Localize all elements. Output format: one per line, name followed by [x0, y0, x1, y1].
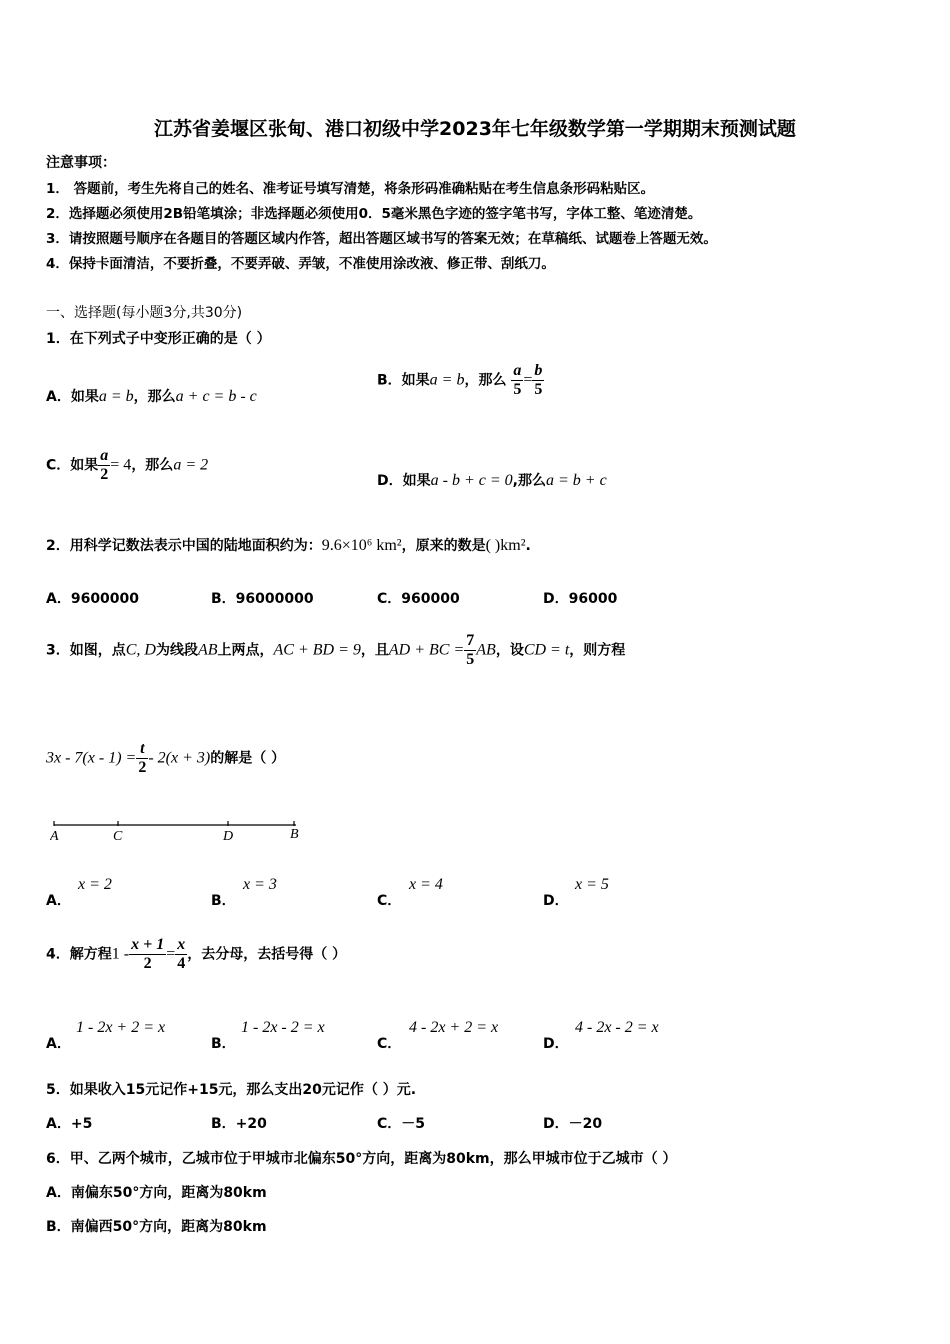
- question-2-stem: 2．用科学记数法表示中国的陆地面积约为：9.6×10⁶ km²，原来的数是( )km².: [46, 537, 531, 554]
- line-segment-diagram: [50, 818, 320, 848]
- q3-option-a-label: A．: [46, 893, 71, 909]
- q3-option-d-value: x = 5: [575, 876, 609, 893]
- question-5-stem: 5．如果收入15元记作+15元，那么支出20元记作（ ）元.: [46, 1082, 417, 1098]
- q3-option-b-label: B．: [211, 893, 236, 909]
- point-label-b: B: [290, 827, 299, 842]
- q4-option-b-label: B．: [211, 1036, 236, 1052]
- section-heading: 一、选择题(每小题3分,共30分): [46, 305, 243, 321]
- notice-item: 2．选择题必须使用2B铅笔填涂；非选择题必须使用0．5毫米黑色字迹的签字笔书写，字体工整、笔迹清楚。: [46, 206, 702, 222]
- q3-option-c-label: C．: [377, 893, 402, 909]
- q4-option-c-label: C．: [377, 1036, 402, 1052]
- question-3-stem: 3．如图，点C, D为线段AB上两点，AC + BD = 9，且AD + BC = $\frac{7}{5}$ AB，设CD = t，则方程: [46, 632, 626, 668]
- q3-option-a-value: x = 2: [78, 876, 112, 893]
- q6-option-a: A．南偏东50°方向，距离为80km: [46, 1185, 267, 1201]
- q1-option-b: B．如果a = b，那么 $\frac{a}{5}$ = $\frac{b}{5}$: [377, 362, 543, 398]
- q5-option-d: D．－20: [543, 1116, 603, 1132]
- q2-option-b: B．96000000: [211, 591, 314, 607]
- point-label-c: C: [113, 829, 123, 844]
- q4-option-a-value: 1 - 2x + 2 = x: [76, 1019, 166, 1036]
- point-label-a: A: [50, 829, 59, 844]
- q3-option-d-label: D．: [543, 893, 569, 909]
- q2-option-d: D．96000: [543, 591, 618, 607]
- question-6-stem: 6．甲、乙两个城市，乙城市位于甲城市北偏东50°方向，距离为80km，那么甲城市位于乙城市（ ）: [46, 1151, 677, 1167]
- q1-option-c: C．如果 $\frac{a}{2}$ = 4，那么a = 2: [46, 447, 209, 483]
- q2-option-c: C．960000: [377, 591, 460, 607]
- q4-option-a-label: A．: [46, 1036, 71, 1052]
- q5-option-a: A．+5: [46, 1116, 93, 1132]
- q6-option-b: B．南偏西50°方向，距离为80km: [46, 1219, 267, 1235]
- q4-option-c-value: 4 - 2x + 2 = x: [409, 1019, 499, 1036]
- q5-option-c: C．－5: [377, 1116, 426, 1132]
- page-title: 江苏省姜堰区张甸、港口初级中学2023年七年级数学第一学期期末预测试题: [154, 118, 796, 140]
- point-label-d: D: [223, 829, 234, 844]
- q1-option-d: D．如果a - b + c = 0,那么a = b + c: [377, 472, 607, 489]
- q1-option-a: A．如果a = b，那么a + c = b - c: [46, 388, 257, 405]
- notice-item: 3．请按照题号顺序在各题目的答题区域内作答，超出答题区域书写的答案无效；在草稿纸、试题卷上答题无效。: [46, 231, 717, 247]
- q3-option-c-value: x = 4: [409, 876, 443, 893]
- question-1-stem: 1．在下列式子中变形正确的是（ ）: [46, 331, 271, 347]
- question-4-stem: 4．解方程1 - $\frac{x + 1}{2}$ = $\frac{x}{4}$ ，去分母，去括号得（ ）: [46, 936, 347, 972]
- q3-option-b-value: x = 3: [243, 876, 277, 893]
- q5-option-b: B．+20: [211, 1116, 267, 1132]
- question-3-equation: 3x - 7(x - 1) = $\frac{t}{2}$ - 2(x + 3)的解是（ ）: [46, 740, 286, 776]
- notice-item: 1． 答题前，考生先将自己的姓名、准考证号填写清楚，将条形码准确粘贴在考生信息条形码粘贴区。: [46, 181, 655, 197]
- q4-option-d-label: D．: [543, 1036, 569, 1052]
- q4-option-d-value: 4 - 2x - 2 = x: [575, 1019, 659, 1036]
- notice-heading: 注意事项：: [46, 155, 116, 171]
- q2-option-a: A．9600000: [46, 591, 140, 607]
- q4-option-b-value: 1 - 2x - 2 = x: [241, 1019, 325, 1036]
- notice-item: 4．保持卡面清洁，不要折叠，不要弄破、弄皱，不准使用涂改液、修正带、刮纸刀。: [46, 256, 555, 272]
